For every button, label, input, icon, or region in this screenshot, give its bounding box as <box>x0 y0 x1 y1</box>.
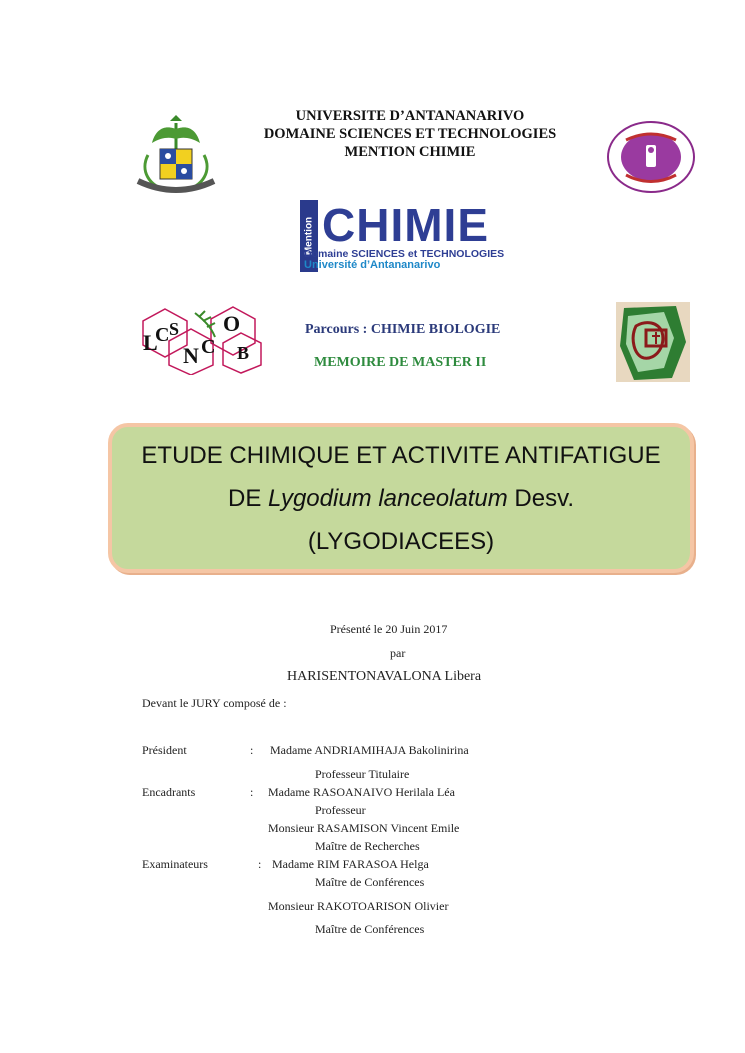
examinateur-1-title: Maître de Conférences <box>315 875 425 889</box>
chimie-logo-domaine: Domaine SCIENCES et TECHNOLOGIES <box>304 248 505 260</box>
examinateur-2-title: Maître de Conférences <box>315 922 425 936</box>
svg-text:C: C <box>201 336 216 358</box>
chimie-logo-word: CHIMIE <box>322 199 489 251</box>
svg-text:C: C <box>155 324 170 346</box>
cnarp-logo <box>616 302 690 382</box>
examinateur-2-name: Monsieur RAKOTOARISON Olivier <box>268 899 449 913</box>
encadrant-2-name: Monsieur RASAMISON Vincent Emile <box>268 821 460 835</box>
title-prefix: DE <box>228 485 269 512</box>
encadrant-1-title: Professeur <box>315 803 366 817</box>
par-label: par <box>390 646 406 660</box>
lcsncob-logo <box>135 303 265 375</box>
chimie-logo-university: Université d’Antananarivo <box>304 259 441 271</box>
svg-text:O: O <box>223 311 241 336</box>
chimie-mention-band: Mention <box>300 200 318 272</box>
mention-name: MENTION CHIMIE <box>344 144 476 160</box>
president-colon: : <box>250 743 254 757</box>
title-line-1: ETUDE CHIMIQUE ET ACTIVITE ANTIFATIGUE <box>141 442 661 469</box>
chimie-logo <box>300 200 522 272</box>
encadrants-role: Encadrants <box>142 785 196 799</box>
title-author-abbrev: Desv. <box>507 485 574 512</box>
encadrants-colon: : <box>250 785 254 799</box>
svg-text:B: B <box>237 343 250 363</box>
parcours-line <box>305 322 500 338</box>
author-name: HARISENTONAVALONA Libera <box>287 669 482 684</box>
title-line-3: (LYGODIACEES) <box>307 528 495 555</box>
examinateurs-role: Examinateurs <box>142 857 208 871</box>
title-line-2 <box>112 485 690 513</box>
svg-text:N: N <box>183 343 199 368</box>
encadrant-1-name: Madame RASOANAIVO Herilala Léa <box>268 785 455 799</box>
university-name: UNIVERSITE D’ANTANANARIVO <box>295 108 525 124</box>
jury-intro: Devant le JURY composé de : <box>142 696 287 710</box>
svg-text:L: L <box>143 330 158 355</box>
parcours-label: Parcours : <box>305 322 371 337</box>
examinateurs-colon: : <box>258 857 262 871</box>
parcours-value: CHIMIE BIOLOGIE <box>370 322 501 337</box>
faculty-seal <box>606 120 696 195</box>
president-role: Président <box>142 743 187 757</box>
species-name: Lygodium lanceolatum <box>268 485 508 512</box>
svg-text:S: S <box>169 319 180 339</box>
examinateur-1-name: Madame RIM FARASOA Helga <box>272 857 429 871</box>
president-name: Madame ANDRIAMIHAJA Bakolinirina <box>270 743 469 757</box>
encadrant-2-title: Maître de Recherches <box>315 839 420 853</box>
presentation-date: Présenté le 20 Juin 2017 <box>330 622 448 636</box>
president-title: Professeur Titulaire <box>315 767 410 781</box>
thesis-title-box <box>108 423 694 573</box>
domain-name: DOMAINE SCIENCES ET TECHNOLOGIES <box>263 126 557 142</box>
memoire-label: MEMOIRE DE MASTER II <box>314 355 487 370</box>
